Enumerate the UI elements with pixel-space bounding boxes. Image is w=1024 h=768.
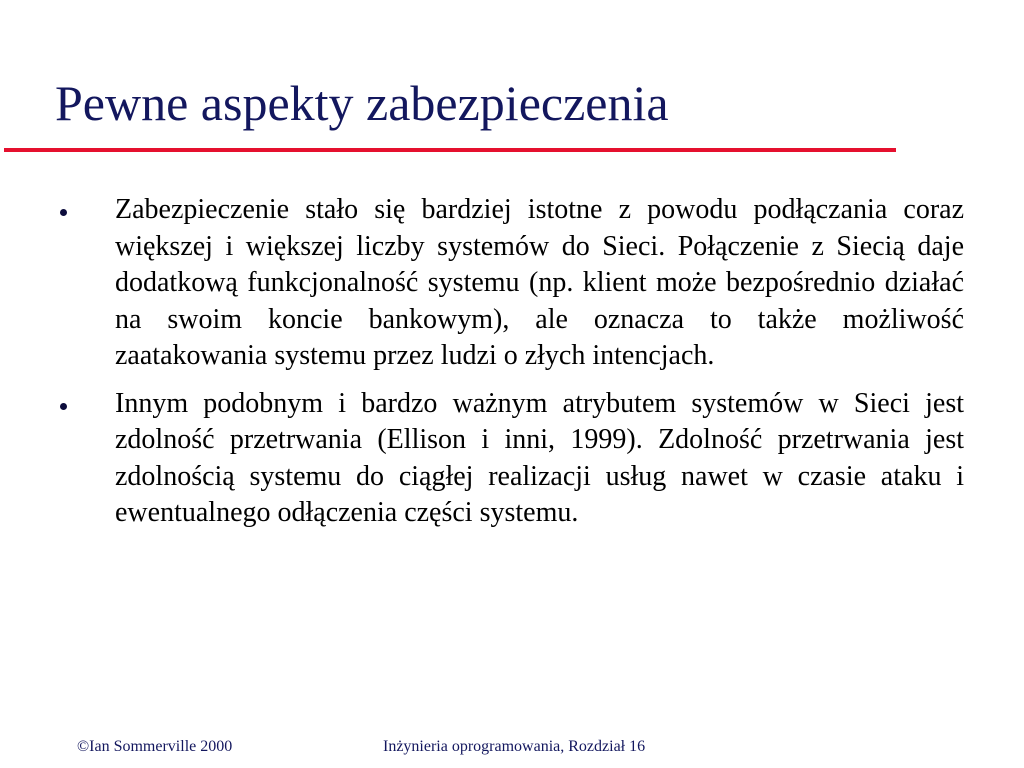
title-underline: [4, 148, 896, 152]
bullet-item: [60, 386, 964, 532]
slide-title: Pewne aspekty zabezpieczenia: [55, 75, 669, 131]
bullet-text: Innym podobnym i bardzo ważnym atrybutem systemów w Sieci jest zdolność przetrwania (Ellison i inni, 1999). Zdolność przetrwania jest zdolnością systemu do ciągłej realizacji usług nawet w czasie ataku i ewentualnego odłączenia części systemu.: [115, 387, 964, 528]
bullet-list: [60, 192, 964, 543]
bullet-dot-icon: [60, 209, 67, 216]
bullet-dot-icon: [60, 403, 67, 410]
footer-course-chapter: Inżynieria oprogramowania, Rozdział 16: [383, 738, 646, 755]
bullet-item: [60, 192, 964, 375]
footer-copyright: ©Ian Sommerville 2000: [77, 738, 233, 755]
bullet-text: Zabezpieczenie stało się bardziej istotne z powodu podłączania coraz większej i większej liczby systemów do Sieci. Połączenie z Siecią daje dodatkową funkcjonalność systemu (np. klient może bezpośrednio działać na swoim koncie bankowym), ale oznacza to także możliwość zaatakowania systemu przez ludzi o złych intencjach.: [115, 194, 964, 371]
